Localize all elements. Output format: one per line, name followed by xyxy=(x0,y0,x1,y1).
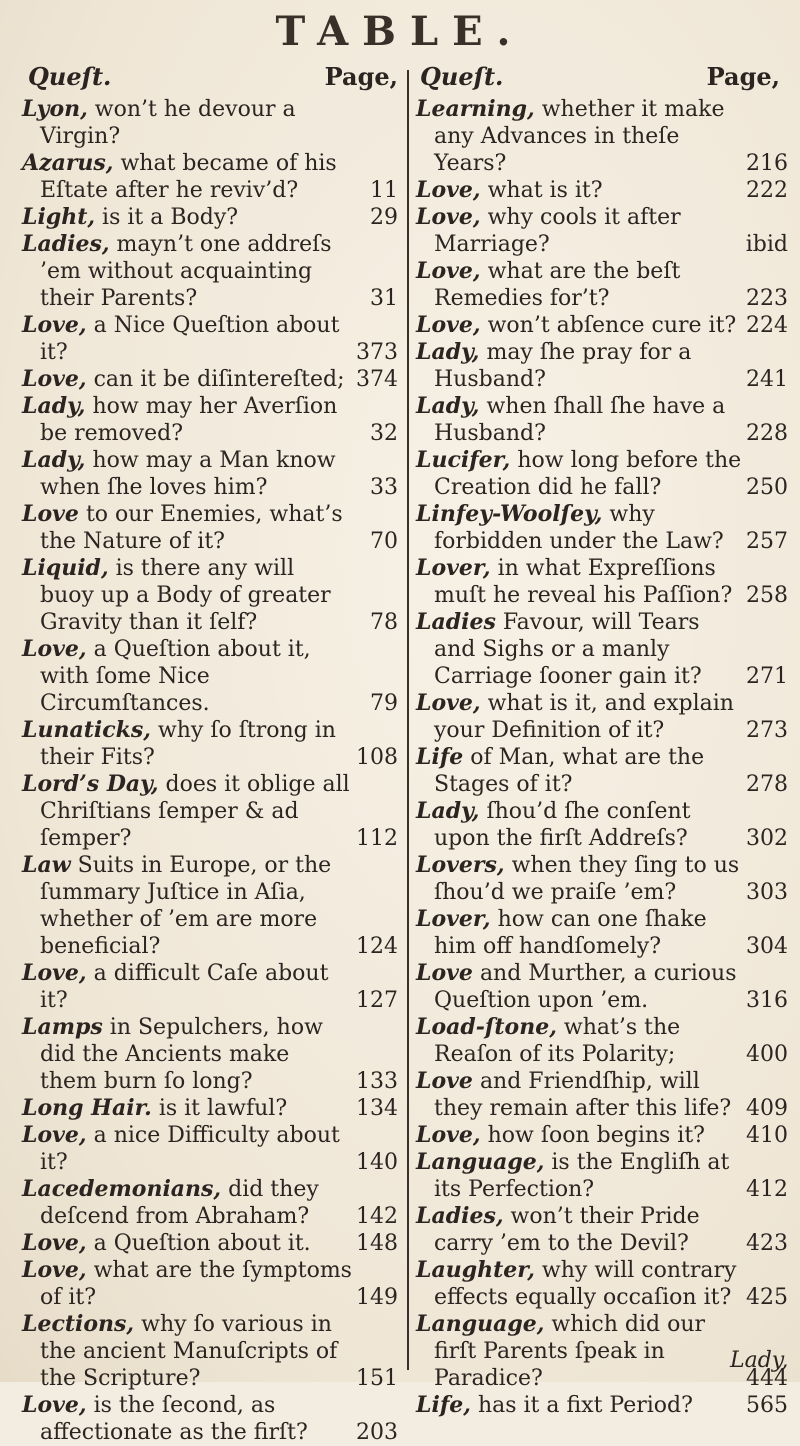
column-divider xyxy=(407,70,409,1370)
entry-description: why will contrary effects equally occaſion it? xyxy=(434,1258,737,1310)
entry-description: how may her Averſion be removed? xyxy=(40,394,338,446)
entry-page-number: 70 xyxy=(370,529,398,554)
entry-text xyxy=(416,96,788,177)
entry-keyword: Love, xyxy=(22,1122,87,1148)
entry-keyword: Lamps xyxy=(22,1014,103,1040)
entry-text xyxy=(22,1311,398,1392)
index-entry xyxy=(416,339,788,393)
entry-description: what is it? xyxy=(487,178,603,203)
left-page-label: Page, xyxy=(324,62,398,91)
entry-description: what became of his Eſtate after he reviv’d? xyxy=(40,151,337,203)
entry-text xyxy=(22,1176,398,1230)
entry-text xyxy=(416,501,788,555)
entry-page-number: 108 xyxy=(356,745,398,770)
entry-description: what’s the Reaſon of its Polarity; xyxy=(434,1015,681,1067)
entry-description: ſhou’d ſhe conſent upon the firſt Addreſs? xyxy=(434,799,691,851)
entry-description: is the Engliſh at its Perfection? xyxy=(434,1150,730,1202)
entry-page-number: 222 xyxy=(746,178,788,203)
entry-keyword: Love xyxy=(22,501,79,527)
entry-page-number: 31 xyxy=(370,286,398,311)
entry-text xyxy=(416,204,788,258)
entry-page-number: 412 xyxy=(746,1177,788,1202)
entry-text xyxy=(22,852,398,960)
entry-text xyxy=(22,1230,398,1257)
entry-text xyxy=(22,960,398,1014)
entry-description: why ſo various in the ancient Manuſcripts of the Scripture? xyxy=(40,1312,338,1391)
entry-keyword: Love, xyxy=(22,1230,87,1256)
entry-description: has it a fixt Period? xyxy=(477,1393,693,1418)
entry-text xyxy=(22,555,398,636)
entry-page-number: 410 xyxy=(746,1123,788,1148)
entry-page-number: 127 xyxy=(356,988,398,1013)
entry-page-number: 216 xyxy=(746,151,788,176)
entry-keyword: Life, xyxy=(416,1392,471,1418)
entry-page-number: 133 xyxy=(356,1069,398,1094)
index-entry xyxy=(416,852,788,906)
entry-keyword: Lucifer, xyxy=(416,447,511,473)
entry-text xyxy=(416,1257,788,1311)
entry-page-number: ibid xyxy=(745,232,788,257)
entry-keyword: Love, xyxy=(22,960,87,986)
entry-page-number: 303 xyxy=(746,880,788,905)
entry-description: in Sepulchers, how did the Ancients make them burn ſo long? xyxy=(40,1015,323,1094)
entry-description: won’t he devour a Virgin? xyxy=(40,97,296,149)
entry-text xyxy=(22,717,398,771)
entry-text xyxy=(416,744,788,798)
entry-description: a nice Difficulty about it? xyxy=(40,1123,340,1175)
entry-keyword: Love, xyxy=(416,204,481,230)
index-entry xyxy=(416,906,788,960)
entry-text xyxy=(416,393,788,447)
index-entry xyxy=(22,1311,398,1392)
index-entry xyxy=(416,447,788,501)
entry-description: how long before the Creation did he fall? xyxy=(434,448,742,500)
entry-description: a Queſtion about it. xyxy=(93,1231,311,1256)
index-entry xyxy=(416,960,788,1014)
entry-page-number: 257 xyxy=(746,529,788,554)
entry-page-number: 565 xyxy=(746,1393,788,1418)
entry-description: when they ſing to us ſhou’d we praiſe ’em? xyxy=(434,853,740,905)
entry-keyword: Load-ſtone, xyxy=(416,1014,557,1040)
entry-keyword: Lunaticks, xyxy=(22,717,151,743)
entry-description: whether it make any Advances in theſe Years? xyxy=(434,97,725,176)
entry-description: in what Expreſſions muſt he reveal his Paſſion? xyxy=(434,556,733,608)
index-entry xyxy=(22,960,398,1014)
entry-text xyxy=(416,1149,788,1203)
entry-text xyxy=(416,555,788,609)
index-entry xyxy=(416,1068,788,1122)
index-entry xyxy=(22,231,398,312)
entry-page-number: 302 xyxy=(746,826,788,851)
entry-keyword: Lady, xyxy=(22,447,86,473)
entry-page-number: 142 xyxy=(356,1204,398,1229)
entry-page-number: 425 xyxy=(746,1285,788,1310)
entry-keyword: Love, xyxy=(416,690,481,716)
entry-page-number: 224 xyxy=(746,313,788,338)
entry-keyword: Love, xyxy=(416,312,481,338)
entry-text xyxy=(22,96,398,150)
entry-description: Favour, will Tears and Sighs or a manly Carriage ſooner gain it? xyxy=(434,610,702,689)
entry-description: of Man, what are the Stages of it? xyxy=(434,745,705,797)
entry-keyword: Ladies, xyxy=(22,231,110,257)
index-entry xyxy=(22,1230,398,1257)
index-entry xyxy=(416,204,788,258)
entry-description: did they deſcend from Abraham? xyxy=(40,1177,319,1229)
index-entry xyxy=(22,636,398,717)
index-entry xyxy=(22,312,398,366)
entry-text xyxy=(416,609,788,690)
entry-description: what is it, and explain your Definition of it? xyxy=(434,691,734,743)
entry-text xyxy=(22,1095,398,1122)
entry-keyword: Love, xyxy=(22,636,87,662)
index-entry xyxy=(22,501,398,555)
entry-text xyxy=(22,312,398,366)
page-title: TABLE. xyxy=(275,8,525,55)
entry-keyword: Law xyxy=(22,852,71,878)
entry-keyword: Love xyxy=(416,1068,473,1094)
entry-keyword: Ladies, xyxy=(416,1203,504,1229)
entry-page-number: 148 xyxy=(356,1231,398,1256)
entry-keyword: Lord’s Day, xyxy=(22,771,159,797)
entry-page-number: 140 xyxy=(356,1150,398,1175)
index-entry xyxy=(22,555,398,636)
entry-description: how may a Man know when ſhe loves him? xyxy=(40,448,336,500)
left-column xyxy=(22,96,398,1446)
entry-page-number: 151 xyxy=(356,1366,398,1391)
entry-text xyxy=(22,1257,398,1311)
entry-text xyxy=(416,960,788,1014)
entry-page-number: 78 xyxy=(370,610,398,635)
entry-page-number: 124 xyxy=(356,934,398,959)
entry-text xyxy=(22,501,398,555)
entry-page-number: 409 xyxy=(746,1096,788,1121)
entry-page-number: 250 xyxy=(746,475,788,500)
index-entry xyxy=(416,1149,788,1203)
entry-page-number: 278 xyxy=(746,772,788,797)
entry-description: how can one ſhake him off handſomely? xyxy=(434,907,707,959)
entry-keyword: Ladies xyxy=(416,609,496,635)
entry-text xyxy=(416,1203,788,1257)
entry-text xyxy=(416,258,788,312)
entry-page-number: 271 xyxy=(746,664,788,689)
index-entry xyxy=(22,150,398,204)
entry-page-number: 134 xyxy=(356,1096,398,1121)
index-entry xyxy=(22,96,398,150)
entry-description: when ſhall ſhe have a Husband? xyxy=(434,394,726,446)
index-entry xyxy=(416,501,788,555)
entry-description: can it be diſintereſted; xyxy=(93,367,345,392)
entry-page-number: 228 xyxy=(746,421,788,446)
index-entry xyxy=(22,717,398,771)
entry-page-number: 316 xyxy=(746,988,788,1013)
entry-keyword: Love, xyxy=(416,258,481,284)
entry-keyword: Laughter, xyxy=(416,1257,535,1283)
entry-description: is it lawful? xyxy=(158,1096,288,1121)
entry-keyword: Lady, xyxy=(416,393,480,419)
entry-text xyxy=(22,1122,398,1176)
entry-description: a Nice Queſtion about it? xyxy=(40,313,340,365)
index-entry xyxy=(416,96,788,177)
entry-description: mayn’t one addreſs ’em without acquainting their Parents? xyxy=(40,232,332,311)
entry-keyword: Lover, xyxy=(416,555,491,581)
index-entry xyxy=(22,1176,398,1230)
index-entry xyxy=(416,798,788,852)
entry-keyword: Love xyxy=(416,960,473,986)
entry-keyword: Life xyxy=(416,744,464,770)
entry-keyword: Long Hair. xyxy=(22,1095,152,1121)
index-entry xyxy=(416,1122,788,1149)
entry-text xyxy=(22,447,398,501)
entry-page-number: 29 xyxy=(370,205,398,230)
entry-page-number: 444 xyxy=(746,1366,788,1391)
entry-page-number: 33 xyxy=(370,475,398,500)
index-entry xyxy=(22,1095,398,1122)
entry-description: why ſo ſtrong in their Fits? xyxy=(40,718,336,770)
index-entry xyxy=(416,1257,788,1311)
entry-text xyxy=(416,1392,788,1419)
entry-text xyxy=(416,1014,788,1068)
entry-text xyxy=(22,636,398,717)
entry-keyword: Love, xyxy=(416,1122,481,1148)
catchword: Lady, xyxy=(730,1348,789,1373)
entry-text xyxy=(416,1068,788,1122)
entry-description: does it oblige all Chriſtians ſemper & ad ſemper? xyxy=(40,772,350,851)
index-entry xyxy=(416,1203,788,1257)
index-entry xyxy=(416,258,788,312)
entry-description: won’t their Pride carry ’em to the Devil? xyxy=(434,1204,700,1256)
entry-description: is there any will buoy up a Body of greater Gravity than it ſelf? xyxy=(40,556,331,635)
entry-keyword: Lacedemonians, xyxy=(22,1176,222,1202)
entry-keyword: Love, xyxy=(22,1392,87,1418)
right-quest-label: Queſt. xyxy=(420,62,504,91)
index-entry xyxy=(22,852,398,960)
entry-text xyxy=(416,852,788,906)
entry-keyword: Light, xyxy=(22,204,96,230)
entry-keyword: Love, xyxy=(22,312,87,338)
entry-page-number: 373 xyxy=(356,340,398,365)
entry-description: what are the beſt Remedies for’t? xyxy=(434,259,681,311)
entry-text xyxy=(416,906,788,960)
entry-text xyxy=(416,339,788,393)
entry-text xyxy=(416,177,788,204)
entry-keyword: Lover, xyxy=(416,906,491,932)
entry-description: how ſoon begins it? xyxy=(487,1123,705,1148)
entry-text xyxy=(416,1122,788,1149)
entry-page-number: 304 xyxy=(746,934,788,959)
entry-page-number: 273 xyxy=(746,718,788,743)
entry-description: a difficult Caſe about it? xyxy=(40,961,329,1013)
entry-description: why cools it after Marriage? xyxy=(434,205,681,257)
entry-text xyxy=(416,690,788,744)
index-entry xyxy=(416,1392,788,1419)
index-entry xyxy=(22,366,398,393)
entry-description: to our Enemies, what’s the Nature of it? xyxy=(40,502,343,554)
entry-page-number: 223 xyxy=(746,286,788,311)
left-quest-label: Queſt. xyxy=(28,62,112,91)
entry-text xyxy=(22,150,398,204)
entry-description: and Friendſhip, will they remain after this life? xyxy=(434,1069,732,1121)
index-entry xyxy=(22,771,398,852)
index-entry xyxy=(416,312,788,339)
entry-keyword: Liquid, xyxy=(22,555,109,581)
entry-keyword: Love, xyxy=(22,1257,87,1283)
entry-page-number: 149 xyxy=(356,1285,398,1310)
entry-text xyxy=(22,231,398,312)
index-entry xyxy=(416,744,788,798)
index-entry xyxy=(22,1014,398,1095)
entry-text xyxy=(22,204,398,231)
index-entry xyxy=(416,555,788,609)
index-entry xyxy=(22,1122,398,1176)
entry-description: is the ſecond, as affectionate as the firſt? xyxy=(40,1393,308,1445)
entry-description: why forbidden under the Law? xyxy=(434,502,724,554)
entry-text xyxy=(22,393,398,447)
index-entry xyxy=(22,1257,398,1311)
entry-keyword: Lovers, xyxy=(416,852,505,878)
entry-page-number: 423 xyxy=(746,1231,788,1256)
index-entry xyxy=(416,177,788,204)
entry-page-number: 241 xyxy=(746,367,788,392)
entry-keyword: Lady, xyxy=(416,798,480,824)
index-entry xyxy=(22,393,398,447)
entry-description: what are the ſymptoms of it? xyxy=(40,1258,352,1310)
entry-text xyxy=(416,312,788,339)
entry-keyword: Language, xyxy=(416,1149,545,1175)
entry-keyword: Lady, xyxy=(416,339,480,365)
entry-text xyxy=(22,1392,398,1446)
entry-description: may ſhe pray for a Husband? xyxy=(434,340,692,392)
index-entry xyxy=(416,393,788,447)
entry-description: won’t abſence cure it? xyxy=(487,313,737,338)
index-entry xyxy=(416,609,788,690)
entry-keyword: Love, xyxy=(416,177,481,203)
right-column xyxy=(416,96,788,1419)
entry-page-number: 203 xyxy=(356,1420,398,1445)
entry-keyword: Linfey-Woolſey, xyxy=(416,501,603,527)
entry-page-number: 374 xyxy=(356,367,398,392)
entry-text xyxy=(22,1014,398,1095)
entry-text xyxy=(416,798,788,852)
entry-description: is it a Body? xyxy=(102,205,239,230)
entry-description: a Queſtion about it, with ſome Nice Circumſtances. xyxy=(40,637,311,716)
entry-page-number: 11 xyxy=(370,178,398,203)
entry-keyword: Love, xyxy=(22,366,87,392)
entry-keyword: Language, xyxy=(416,1311,545,1337)
entry-page-number: 112 xyxy=(356,826,398,851)
entry-keyword: Lady, xyxy=(22,393,86,419)
entry-description: which did our firſt Parents ſpeak in Paradice? xyxy=(434,1312,706,1391)
entry-keyword: Lyon, xyxy=(22,96,88,122)
entry-page-number: 32 xyxy=(370,421,398,446)
index-entry xyxy=(416,1014,788,1068)
entry-description: and Murther, a curious Queſtion upon ’em. xyxy=(434,961,737,1013)
entry-text xyxy=(22,771,398,852)
entry-text xyxy=(416,447,788,501)
entry-keyword: Azarus, xyxy=(22,150,114,176)
entry-keyword: Learning, xyxy=(416,96,535,122)
index-entry xyxy=(22,204,398,231)
index-entry xyxy=(416,690,788,744)
index-entry xyxy=(22,1392,398,1446)
right-page-label: Page, xyxy=(706,62,780,91)
entry-page-number: 258 xyxy=(746,583,788,608)
entry-description: Suits in Europe, or the ſummary Juſtice in Aſia, whether of ’em are more beneficial? xyxy=(40,853,332,959)
entry-page-number: 79 xyxy=(370,691,398,716)
index-entry xyxy=(22,447,398,501)
entry-text xyxy=(22,366,398,393)
entry-page-number: 400 xyxy=(746,1042,788,1067)
entry-keyword: Lections, xyxy=(22,1311,135,1337)
